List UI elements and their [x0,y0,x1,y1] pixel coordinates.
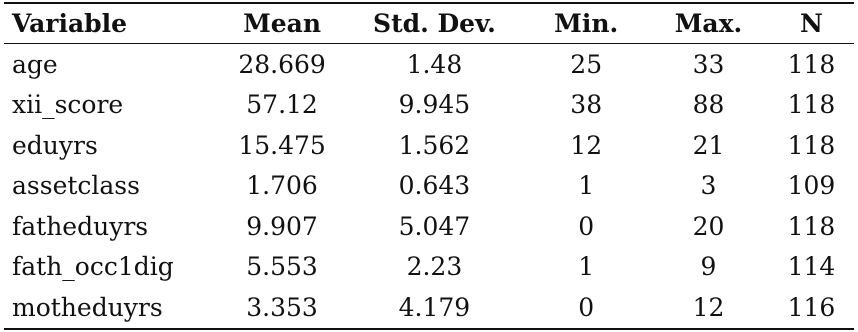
cell-variable: xii_score [12,90,124,120]
cell-n: 118 [787,130,836,160]
cell-min: 1 [578,171,595,201]
cell-mean: 28.669 [238,49,326,79]
cell-variable: assetclass [12,171,140,201]
cell-max: 21 [692,130,725,160]
header-row [4,3,854,44]
summary-statistics-table [4,2,854,330]
cell-max: 3 [700,171,717,201]
header-n: N [799,9,823,38]
header-max: Max. [674,9,743,38]
cell-mean: 9.907 [246,211,318,241]
cell-n: 116 [787,292,836,322]
cell-n: 118 [787,211,836,241]
cell-std-dev: 5.047 [398,211,471,241]
table-row [4,206,854,247]
cell-mean: 1.706 [246,171,318,201]
cell-std-dev: 9.945 [398,90,471,120]
cell-max: 88 [692,90,725,120]
cell-std-dev: 1.562 [398,130,471,160]
cell-min: 0 [578,211,595,241]
cell-max: 20 [692,211,725,241]
cell-max: 9 [700,252,717,282]
cell-min: 0 [578,292,595,322]
cell-variable: motheduyrs [12,292,163,322]
cell-std-dev: 2.23 [406,252,463,282]
table-row [4,287,854,329]
cell-n: 109 [787,171,836,201]
table-row [4,44,854,85]
header-std-dev: Std. Dev. [373,9,496,38]
header-min: Min. [554,9,619,38]
cell-n: 118 [787,90,836,120]
table-header [4,3,854,44]
table-row [4,166,854,207]
cell-std-dev: 1.48 [406,49,463,79]
table-row [4,125,854,166]
cell-mean: 57.12 [246,90,318,120]
cell-std-dev: 4.179 [398,292,471,322]
cell-variable: eduyrs [12,130,98,160]
cell-max: 33 [692,49,725,79]
header-variable: Variable [12,9,128,38]
cell-variable: age [12,49,58,79]
cell-min: 25 [570,49,603,79]
table-row [4,247,854,288]
table-body [4,44,854,329]
cell-variable: fath_occ1dig [12,252,174,282]
cell-mean: 15.475 [238,130,326,160]
cell-min: 1 [578,252,595,282]
table-row [4,85,854,126]
cell-mean: 3.353 [246,292,318,322]
header-mean: Mean [243,9,322,38]
cell-min: 38 [570,90,603,120]
cell-n: 118 [787,49,836,79]
cell-min: 12 [570,130,603,160]
cell-mean: 5.553 [246,252,318,282]
cell-n: 114 [787,252,836,282]
cell-max: 12 [692,292,725,322]
cell-std-dev: 0.643 [398,171,471,201]
cell-variable: fatheduyrs [12,211,149,241]
